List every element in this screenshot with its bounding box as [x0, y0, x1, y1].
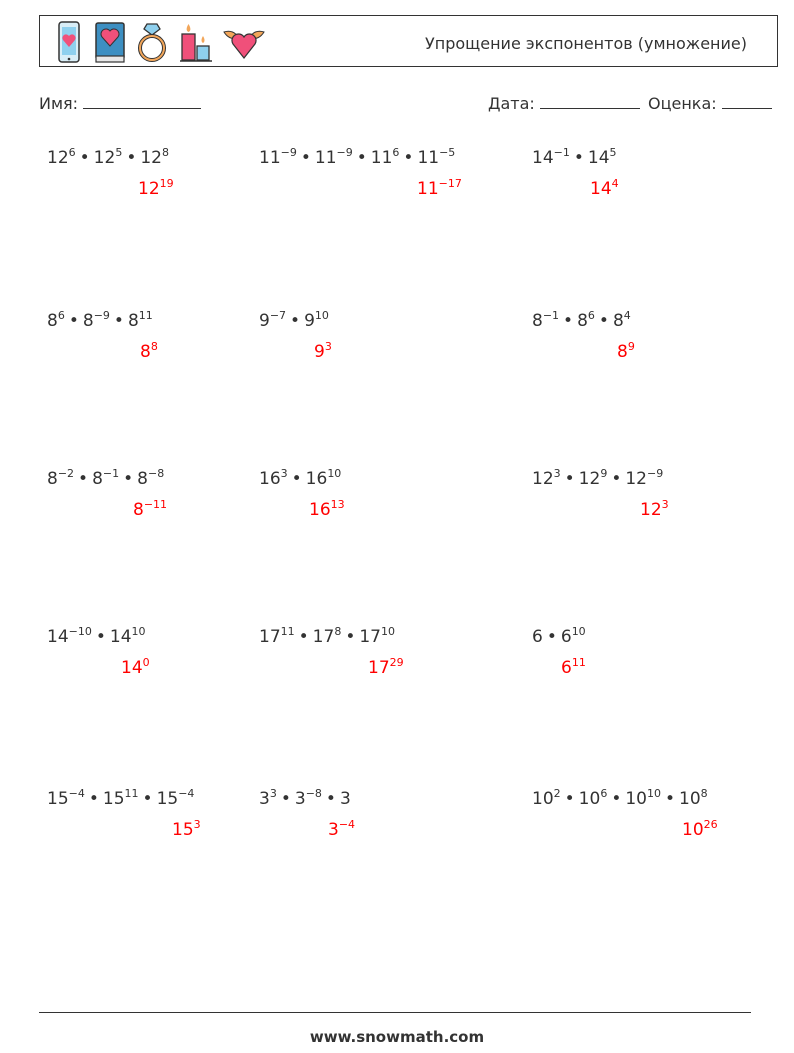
power-term-exponent: −8	[305, 787, 322, 800]
answer-power-exponent: 19	[159, 177, 174, 190]
book-heart-icon	[90, 20, 130, 64]
power-term-exponent: −1	[553, 146, 570, 159]
problem-expression	[532, 627, 586, 647]
power-term-exponent: 3	[553, 467, 561, 480]
answer-power: $3^{-4}$	[328, 818, 356, 840]
power-term: $15^{-4}$	[156, 787, 195, 809]
score-label: Оценка:	[648, 94, 717, 113]
answer-power-exponent: 9	[627, 340, 635, 353]
answer-power-exponent: −11	[143, 498, 168, 511]
power-term: $17^{11}$	[259, 625, 295, 647]
power-term-exponent: 10	[571, 625, 586, 638]
answer-power-exponent: 8	[150, 340, 158, 353]
power-term-exponent: 6	[57, 309, 65, 322]
problem-answer	[328, 820, 355, 840]
multiply-dot: •	[123, 469, 134, 489]
problem-item	[259, 789, 351, 809]
power-term: $3^3$	[259, 787, 277, 809]
power-term-exponent: 3	[269, 787, 277, 800]
problem-answer	[640, 500, 669, 520]
problem-answer	[561, 658, 586, 678]
power-term: $9^{10}$	[304, 309, 329, 331]
answer-power: $14^0$	[121, 656, 150, 678]
problem-answer	[309, 500, 345, 520]
multiply-dot: •	[563, 311, 574, 331]
power-term-exponent: 2	[553, 787, 561, 800]
power-term: 6	[532, 627, 543, 647]
problem-item	[47, 311, 153, 331]
power-term: $16^{10}$	[305, 467, 342, 489]
answer-power-exponent: 13	[330, 498, 345, 511]
multiply-dot: •	[573, 148, 584, 168]
power-term: $8^{-2}$	[47, 467, 75, 489]
answer-power-exponent: 4	[611, 177, 619, 190]
problem-item	[47, 627, 146, 647]
power-term-exponent: 4	[623, 309, 631, 322]
power-term-exponent: 6	[600, 787, 608, 800]
power-term: $14^5$	[587, 146, 617, 168]
power-term: $3^{-8}$	[294, 787, 322, 809]
multiply-dot: •	[356, 148, 367, 168]
phone-heart-icon	[50, 20, 90, 64]
power-term: $8^{-9}$	[82, 309, 110, 331]
power-term-exponent: 6	[392, 146, 400, 159]
answer-power: $14^4$	[590, 177, 619, 199]
multiply-dot: •	[546, 627, 557, 647]
power-term: $8^{-8}$	[137, 467, 165, 489]
multiply-dot: •	[664, 789, 676, 809]
problem-answer	[121, 658, 150, 678]
answer-power: $10^{26}$	[682, 818, 718, 840]
problem-item	[47, 469, 164, 489]
power-term-exponent: −1	[542, 309, 560, 322]
power-term: $12^9$	[578, 467, 608, 489]
power-term: $16^3$	[259, 467, 288, 489]
problem-item	[532, 789, 708, 809]
multiply-dot: •	[564, 469, 575, 489]
power-term-exponent: 10	[646, 787, 661, 800]
power-term: $8^{11}$	[127, 309, 153, 331]
problem-item	[532, 627, 586, 647]
power-term-exponent: 3	[280, 467, 288, 480]
power-term: $17^8$	[312, 625, 342, 647]
problem-answer	[314, 342, 332, 362]
power-term-exponent: −4	[178, 787, 195, 800]
multiply-dot: •	[598, 311, 609, 331]
multiply-dot: •	[290, 311, 301, 331]
multiply-dot: •	[345, 627, 356, 647]
power-term: $6^{10}$	[560, 625, 586, 647]
multiply-dot: •	[280, 789, 291, 809]
problem-expression	[532, 148, 617, 168]
power-term-exponent: −5	[439, 146, 456, 159]
power-term: $10^6$	[578, 787, 608, 809]
power-term: $12^6$	[47, 146, 76, 168]
power-term: $10^2$	[532, 787, 561, 809]
name-label: Имя:	[39, 94, 79, 113]
power-term-exponent: 11	[124, 787, 139, 800]
date-blank-line[interactable]	[540, 95, 640, 109]
problem-expression	[532, 311, 631, 331]
problem-answer	[617, 342, 635, 362]
power-term-exponent: 10	[327, 467, 342, 480]
answer-power: $16^{13}$	[309, 498, 345, 520]
power-term-exponent: −9	[336, 146, 353, 159]
answer-power: $11^{-17}$	[417, 177, 462, 199]
answer-power: $17^{29}$	[368, 656, 404, 678]
answer-power: $8^9$	[617, 340, 635, 362]
problem-item	[259, 311, 329, 331]
answer-power-exponent: 3	[324, 340, 332, 353]
worksheet-header	[39, 15, 778, 67]
multiply-dot: •	[298, 627, 309, 647]
score-field[interactable]	[648, 94, 772, 113]
problem-expression	[259, 469, 341, 489]
power-term: $14^{-10}$	[47, 625, 92, 647]
power-term: $10^8$	[679, 787, 708, 809]
power-term-exponent: 8	[334, 625, 342, 638]
problem-item	[259, 627, 395, 647]
power-term-exponent: −8	[147, 467, 165, 480]
answer-power-exponent: −17	[438, 177, 462, 190]
problem-answer	[133, 500, 167, 520]
power-term: $8^4$	[612, 309, 631, 331]
worksheet-title: Упрощение экспонентов (умножение)	[425, 34, 747, 53]
winged-heart-icon	[220, 20, 268, 64]
problem-item	[47, 148, 169, 168]
multiply-dot: •	[300, 148, 311, 168]
multiply-dot: •	[291, 469, 302, 489]
power-term: $8^6$	[577, 309, 595, 331]
power-term: 3	[339, 789, 351, 809]
answer-power: $15^3$	[172, 818, 201, 840]
power-term: $12^3$	[532, 467, 561, 489]
problem-answer	[682, 820, 718, 840]
multiply-dot: •	[325, 789, 336, 809]
multiply-dot: •	[611, 469, 622, 489]
power-term-exponent: 10	[380, 625, 395, 638]
footer-site: www.snowmath.com	[309, 1028, 485, 1046]
problem-expression	[259, 148, 455, 168]
power-term-exponent: 11	[138, 309, 153, 322]
answer-power-exponent: 3	[661, 498, 669, 511]
power-term: $15^{11}$	[102, 787, 139, 809]
problem-answer	[172, 820, 201, 840]
problem-expression	[47, 148, 169, 168]
problem-answer	[368, 658, 404, 678]
answer-power-exponent: −4	[338, 818, 356, 831]
power-term-exponent: 6	[587, 309, 595, 322]
power-term: $11^{-9}$	[314, 146, 353, 168]
answer-power: $8^{-11}$	[133, 498, 168, 520]
power-term-exponent: −2	[57, 467, 75, 480]
problem-expression	[259, 789, 351, 809]
problem-item	[259, 148, 455, 168]
multiply-dot: •	[88, 789, 99, 809]
problem-expression	[47, 469, 164, 489]
power-term-exponent: 5	[609, 146, 617, 159]
power-term-exponent: −9	[93, 309, 110, 322]
power-term-exponent: 9	[600, 467, 608, 480]
answer-power-exponent: 11	[571, 656, 586, 669]
score-blank-line[interactable]	[722, 95, 772, 109]
power-term-exponent: 10	[314, 309, 329, 322]
problem-expression	[259, 311, 329, 331]
name-blank-line[interactable]	[83, 95, 201, 109]
problem-item	[532, 148, 617, 168]
power-term: $12^{-9}$	[625, 467, 664, 489]
power-term: $12^8$	[140, 146, 169, 168]
power-term: $8^{-1}$	[532, 309, 560, 331]
power-term-exponent: 11	[280, 625, 295, 638]
problem-answer	[417, 179, 462, 199]
multiply-dot: •	[68, 311, 79, 331]
power-term: $9^{-7}$	[259, 309, 287, 331]
multiply-dot: •	[564, 789, 575, 809]
answer-power: $12^{19}$	[138, 177, 174, 199]
power-term: $15^{-4}$	[47, 787, 85, 809]
multiply-dot: •	[79, 148, 90, 168]
problem-expression	[532, 789, 708, 809]
problem-expression	[532, 469, 663, 489]
power-term: $14^{-1}$	[532, 146, 570, 168]
problem-expression	[47, 789, 194, 809]
power-term-exponent: 5	[115, 146, 123, 159]
answer-power-exponent: 26	[703, 818, 718, 831]
power-term: $11^{-5}$	[417, 146, 456, 168]
date-field[interactable]	[488, 94, 640, 113]
answer-power: $12^3$	[640, 498, 669, 520]
multiply-dot: •	[142, 789, 153, 809]
answer-power: $9^3$	[314, 340, 332, 362]
answer-power-exponent: 3	[193, 818, 201, 831]
multiply-dot: •	[403, 148, 414, 168]
answer-power-exponent: 29	[389, 656, 404, 669]
problem-answer	[140, 342, 158, 362]
power-term-exponent: 6	[68, 146, 76, 159]
power-term-exponent: −4	[68, 787, 85, 800]
power-term-exponent: −10	[68, 625, 92, 638]
power-term-exponent: −1	[102, 467, 120, 480]
problem-expression	[47, 627, 146, 647]
power-term: $17^{10}$	[359, 625, 395, 647]
problem-item	[259, 469, 341, 489]
name-field[interactable]	[39, 94, 201, 113]
power-term-exponent: 10	[131, 625, 146, 638]
problem-expression	[47, 311, 153, 331]
answer-power-exponent: 0	[142, 656, 150, 669]
date-label: Дата:	[488, 94, 535, 113]
power-term: $14^{10}$	[109, 625, 146, 647]
power-term-exponent: −9	[646, 467, 664, 480]
power-term: $12^5$	[93, 146, 123, 168]
problem-item	[532, 469, 663, 489]
power-term-exponent: 8	[161, 146, 169, 159]
multiply-dot: •	[78, 469, 89, 489]
power-term-exponent: −7	[269, 309, 287, 322]
answer-power: $6^{11}$	[561, 656, 586, 678]
problem-answer	[590, 179, 619, 199]
power-term-exponent: 8	[700, 787, 708, 800]
candles-icon	[176, 20, 216, 64]
power-term: $8^6$	[47, 309, 65, 331]
ring-icon	[132, 20, 172, 64]
problem-item	[532, 311, 631, 331]
power-term: $11^{-9}$	[259, 146, 297, 168]
power-term: $8^{-1}$	[92, 467, 120, 489]
problem-answer	[138, 179, 174, 199]
multiply-dot: •	[95, 627, 106, 647]
power-term: $11^6$	[370, 146, 400, 168]
answer-power: $8^8$	[140, 340, 158, 362]
problem-expression	[259, 627, 395, 647]
multiply-dot: •	[611, 789, 622, 809]
power-term-exponent: −9	[280, 146, 297, 159]
multiply-dot: •	[113, 311, 124, 331]
problem-item	[47, 789, 194, 809]
power-term: $10^{10}$	[625, 787, 661, 809]
footer-divider	[39, 1012, 751, 1013]
multiply-dot: •	[126, 148, 137, 168]
